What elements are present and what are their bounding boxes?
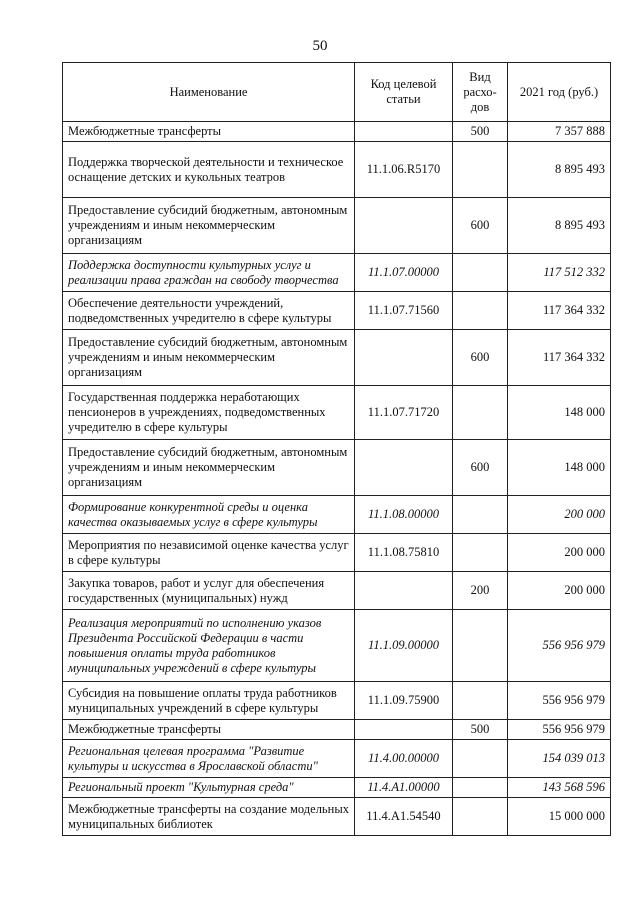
cell-type bbox=[453, 778, 508, 798]
cell-name: Поддержка доступности культурных услуг и реализации права граждан на свободу творчества bbox=[63, 254, 355, 292]
table-row bbox=[63, 798, 611, 836]
cell-type bbox=[453, 292, 508, 330]
table-row bbox=[63, 720, 611, 740]
table-row bbox=[63, 778, 611, 798]
page-number: 50 bbox=[312, 38, 328, 54]
cell-type: 200 bbox=[453, 572, 508, 610]
cell-type bbox=[453, 386, 508, 440]
cell-sum: 117 364 332 bbox=[508, 330, 611, 386]
cell-code bbox=[355, 122, 453, 142]
cell-sum: 117 364 332 bbox=[508, 292, 611, 330]
table-row bbox=[63, 682, 611, 720]
cell-code bbox=[355, 440, 453, 496]
table-row bbox=[63, 254, 611, 292]
table-row bbox=[63, 572, 611, 610]
cell-sum: 200 000 bbox=[508, 496, 611, 534]
cell-sum: 200 000 bbox=[508, 534, 611, 572]
cell-sum: 154 039 013 bbox=[508, 740, 611, 778]
cell-code: 11.1.07.00000 bbox=[355, 254, 453, 292]
cell-name: Поддержка творческой деятельности и техническое оснащение детских и кукольных театров bbox=[63, 142, 355, 198]
cell-type: 600 bbox=[453, 330, 508, 386]
cell-code: 11.1.07.71560 bbox=[355, 292, 453, 330]
cell-sum: 143 568 596 bbox=[508, 778, 611, 798]
cell-name: Межбюджетные трансферты bbox=[63, 122, 355, 142]
cell-name: Формирование конкурентной среды и оценка качества оказываемых услуг в сфере культуры bbox=[63, 496, 355, 534]
cell-name: Региональная целевая программа "Развитие культуры и искусства в Ярославской области" bbox=[63, 740, 355, 778]
cell-name: Межбюджетные трансферты на создание модельных муниципальных библиотек bbox=[63, 798, 355, 836]
cell-sum: 148 000 bbox=[508, 386, 611, 440]
cell-code: 11.4.00.00000 bbox=[355, 740, 453, 778]
cell-sum: 15 000 000 bbox=[508, 798, 611, 836]
table-row bbox=[63, 122, 611, 142]
cell-code bbox=[355, 330, 453, 386]
table-row bbox=[63, 534, 611, 572]
cell-sum: 556 956 979 bbox=[508, 682, 611, 720]
table-row bbox=[63, 142, 611, 198]
header-name: Наименование bbox=[63, 63, 355, 122]
cell-code bbox=[355, 198, 453, 254]
cell-code: 11.1.07.71720 bbox=[355, 386, 453, 440]
cell-code: 11.1.06.R5170 bbox=[355, 142, 453, 198]
cell-type: 500 bbox=[453, 720, 508, 740]
cell-name: Реализация мероприятий по исполнению указов Президента Российской Федерации в части повышения оплаты труда работников муниципальных учреждений в сфере культуры bbox=[63, 610, 355, 682]
table-header-row bbox=[63, 63, 611, 122]
cell-type bbox=[453, 740, 508, 778]
cell-code: 11.1.09.00000 bbox=[355, 610, 453, 682]
cell-name: Предоставление субсидий бюджетным, автономным учреждениям и иным некоммерческим организациям bbox=[63, 330, 355, 386]
cell-type bbox=[453, 610, 508, 682]
cell-sum: 7 357 888 bbox=[508, 122, 611, 142]
header-type: Вид расхо-дов bbox=[453, 63, 508, 122]
cell-type: 600 bbox=[453, 440, 508, 496]
cell-code: 11.4.A1.54540 bbox=[355, 798, 453, 836]
cell-sum: 117 512 332 bbox=[508, 254, 611, 292]
cell-name: Предоставление субсидий бюджетным, автономным учреждениям и иным некоммерческим организациям bbox=[63, 440, 355, 496]
cell-code: 11.1.09.75900 bbox=[355, 682, 453, 720]
table-row bbox=[63, 610, 611, 682]
table-row bbox=[63, 330, 611, 386]
cell-type bbox=[453, 254, 508, 292]
cell-name: Предоставление субсидий бюджетным, автономным учреждениям и иным некоммерческим организациям bbox=[63, 198, 355, 254]
cell-name: Государственная поддержка неработающих пенсионеров в учреждениях, подведомственных учредителю в сфере культуры bbox=[63, 386, 355, 440]
cell-code: 11.1.08.75810 bbox=[355, 534, 453, 572]
table-row bbox=[63, 198, 611, 254]
table-row bbox=[63, 496, 611, 534]
budget-table bbox=[62, 62, 611, 836]
cell-code bbox=[355, 572, 453, 610]
cell-type bbox=[453, 142, 508, 198]
table-row bbox=[63, 740, 611, 778]
table-body bbox=[63, 122, 611, 836]
cell-code bbox=[355, 720, 453, 740]
cell-name: Обеспечение деятельности учреждений, подведомственных учредителю в сфере культуры bbox=[63, 292, 355, 330]
cell-sum: 556 956 979 bbox=[508, 610, 611, 682]
table-row bbox=[63, 292, 611, 330]
header-code: Код целевой статьи bbox=[355, 63, 453, 122]
cell-type bbox=[453, 682, 508, 720]
cell-type bbox=[453, 496, 508, 534]
cell-type: 500 bbox=[453, 122, 508, 142]
cell-code: 11.4.A1.00000 bbox=[355, 778, 453, 798]
cell-sum: 200 000 bbox=[508, 572, 611, 610]
cell-sum: 8 895 493 bbox=[508, 142, 611, 198]
header-sum: 2021 год (руб.) bbox=[508, 63, 611, 122]
cell-sum: 8 895 493 bbox=[508, 198, 611, 254]
cell-name: Межбюджетные трансферты bbox=[63, 720, 355, 740]
cell-name: Региональный проект "Культурная среда" bbox=[63, 778, 355, 798]
cell-type bbox=[453, 534, 508, 572]
cell-code: 11.1.08.00000 bbox=[355, 496, 453, 534]
table-row bbox=[63, 386, 611, 440]
cell-name: Субсидия на повышение оплаты труда работников муниципальных учреждений в сфере культуры bbox=[63, 682, 355, 720]
cell-type: 600 bbox=[453, 198, 508, 254]
cell-sum: 148 000 bbox=[508, 440, 611, 496]
cell-sum: 556 956 979 bbox=[508, 720, 611, 740]
cell-type bbox=[453, 798, 508, 836]
cell-name: Мероприятия по независимой оценке качества услуг в сфере культуры bbox=[63, 534, 355, 572]
cell-name: Закупка товаров, работ и услуг для обеспечения государственных (муниципальных) нужд bbox=[63, 572, 355, 610]
table-row bbox=[63, 440, 611, 496]
